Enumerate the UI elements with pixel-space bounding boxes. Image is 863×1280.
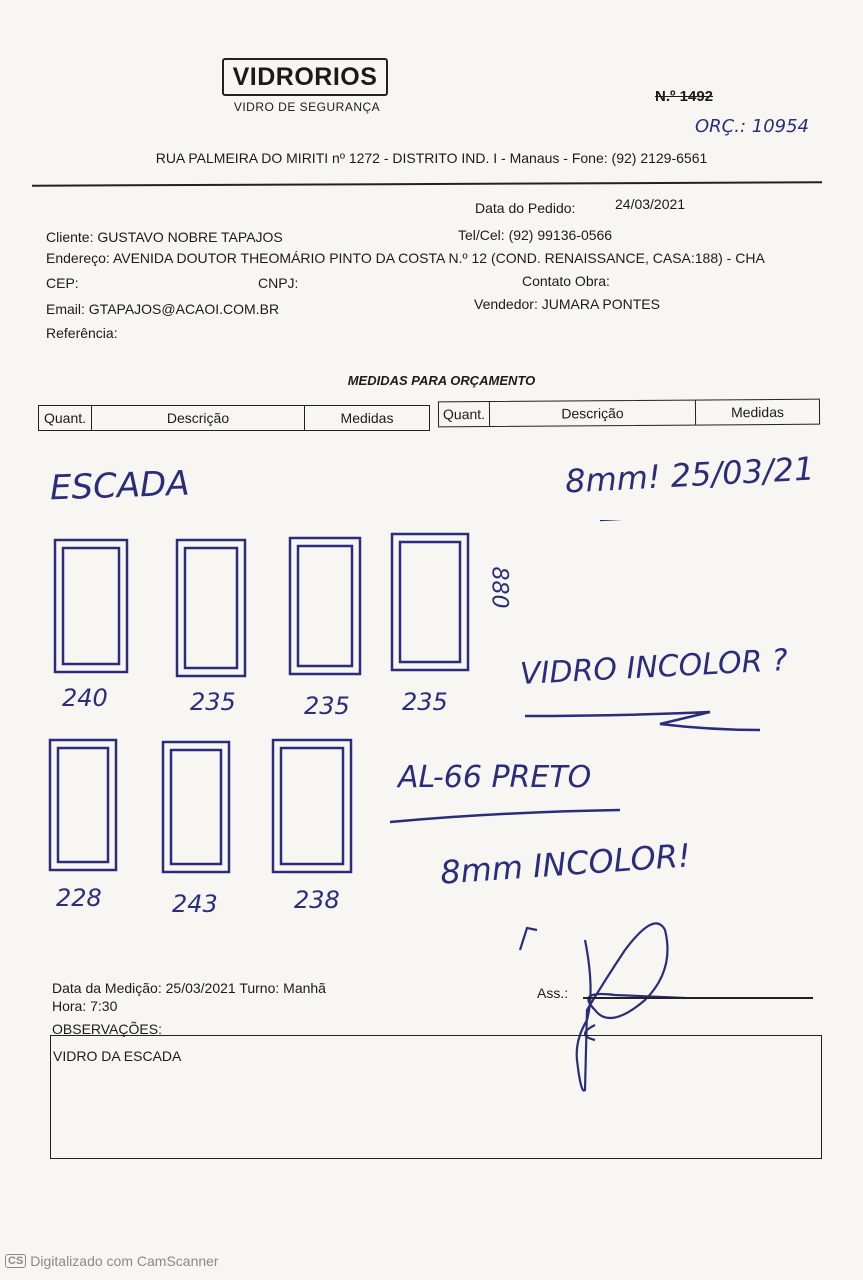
measures-table-right	[438, 399, 820, 428]
document-number: N.º 1492	[655, 88, 714, 105]
client-address: Endereço: AVENIDA DOUTOR THEOMÁRIO PINTO DA COSTA N.º 12 (COND. RENAISSANCE, CASA:188) - CHA	[46, 250, 765, 266]
panel-sketch-6	[163, 742, 229, 872]
signature-line	[583, 997, 813, 999]
hora: Hora: 7:30	[52, 998, 118, 1014]
scanner-watermark	[5, 1253, 219, 1269]
panel-label-7: 238	[294, 886, 340, 914]
company-address: RUA PALMEIRA DO MIRITI nº 1272 - DISTRITO IND. I - Manaus - Fone: (92) 2129-6561	[155, 150, 708, 166]
panel-sketch-7	[273, 740, 351, 872]
observacoes-box	[50, 1035, 822, 1159]
col-desc-right: Descrição	[490, 401, 696, 426]
client-email: Email: GTAPAJOS@ACAOI.COM.BR	[46, 301, 280, 317]
observacoes-text: VIDRO DA ESCADA	[53, 1048, 182, 1064]
underline-al	[390, 810, 620, 822]
panel-sketch-3	[290, 538, 360, 674]
panel-sketch-5	[50, 740, 116, 870]
handwritten-date-note: 8mm! 25/03/21	[564, 449, 816, 501]
camscanner-icon: CS	[5, 1254, 26, 1268]
panel-label-4: 235	[402, 688, 448, 716]
order-date-label: Data do Pedido:	[475, 200, 576, 216]
col-desc-left: Descrição	[92, 406, 305, 430]
data-medicao: Data da Medição: 25/03/2021 Turno: Manhã	[52, 980, 326, 996]
col-quant-right: Quant.	[439, 402, 490, 426]
contato-obra-label: Contato Obra:	[522, 273, 610, 289]
panel-label-5: 228	[56, 884, 102, 912]
col-medidas-left: Medidas	[340, 410, 394, 426]
company-logo: VIDRORIOS	[222, 58, 388, 96]
panel-label-2: 235	[190, 688, 236, 716]
panel-label-6: 243	[172, 890, 218, 918]
handwritten-al-note: AL-66 PRETO	[398, 760, 592, 795]
assinatura-label: Ass.:	[537, 985, 569, 1001]
panel-label-3: 235	[304, 692, 350, 720]
cnpj-label: CNPJ:	[258, 275, 299, 291]
panel-sketch-1	[55, 540, 127, 672]
scanner-text: Digitalizado com CamScanner	[30, 1253, 219, 1269]
handwritten-vidro-note: VIDRO INCOLOR ?	[519, 643, 789, 692]
observacoes-label: OBSERVAÇÕES:	[52, 1021, 162, 1037]
vendedor: Vendedor: JUMARA PONTES	[474, 296, 660, 312]
client-phone: Tel/Cel: (92) 99136-0566	[458, 227, 613, 243]
panel-sketches	[0, 520, 863, 940]
col-medidas-right: Medidas	[730, 403, 785, 421]
handwritten-height: 880	[486, 566, 512, 609]
cep-label: CEP:	[46, 275, 79, 291]
panel-sketch-2	[177, 540, 245, 676]
client-name: Cliente: GUSTAVO NOBRE TAPAJOS	[46, 229, 283, 245]
handwritten-incolor-note: 8mm INCOLOR!	[438, 836, 692, 892]
panel-label-1: 240	[62, 684, 108, 712]
header-divider	[32, 181, 822, 186]
order-date-value: 24/03/2021	[615, 196, 686, 212]
panel-sketch-4	[392, 534, 468, 670]
measures-table-left	[38, 405, 430, 431]
orcamento-number: ORÇ.: 10954	[695, 116, 810, 137]
measures-title: MEDIDAS PARA ORÇAMENTO	[347, 373, 536, 388]
col-quant-left: Quant.	[39, 406, 92, 430]
handwritten-escada: ESCADA	[49, 463, 191, 509]
underline-vidro	[525, 712, 760, 730]
referencia-label: Referência:	[46, 325, 118, 341]
logo-subtitle: VIDRO DE SEGURANÇA	[233, 100, 381, 114]
